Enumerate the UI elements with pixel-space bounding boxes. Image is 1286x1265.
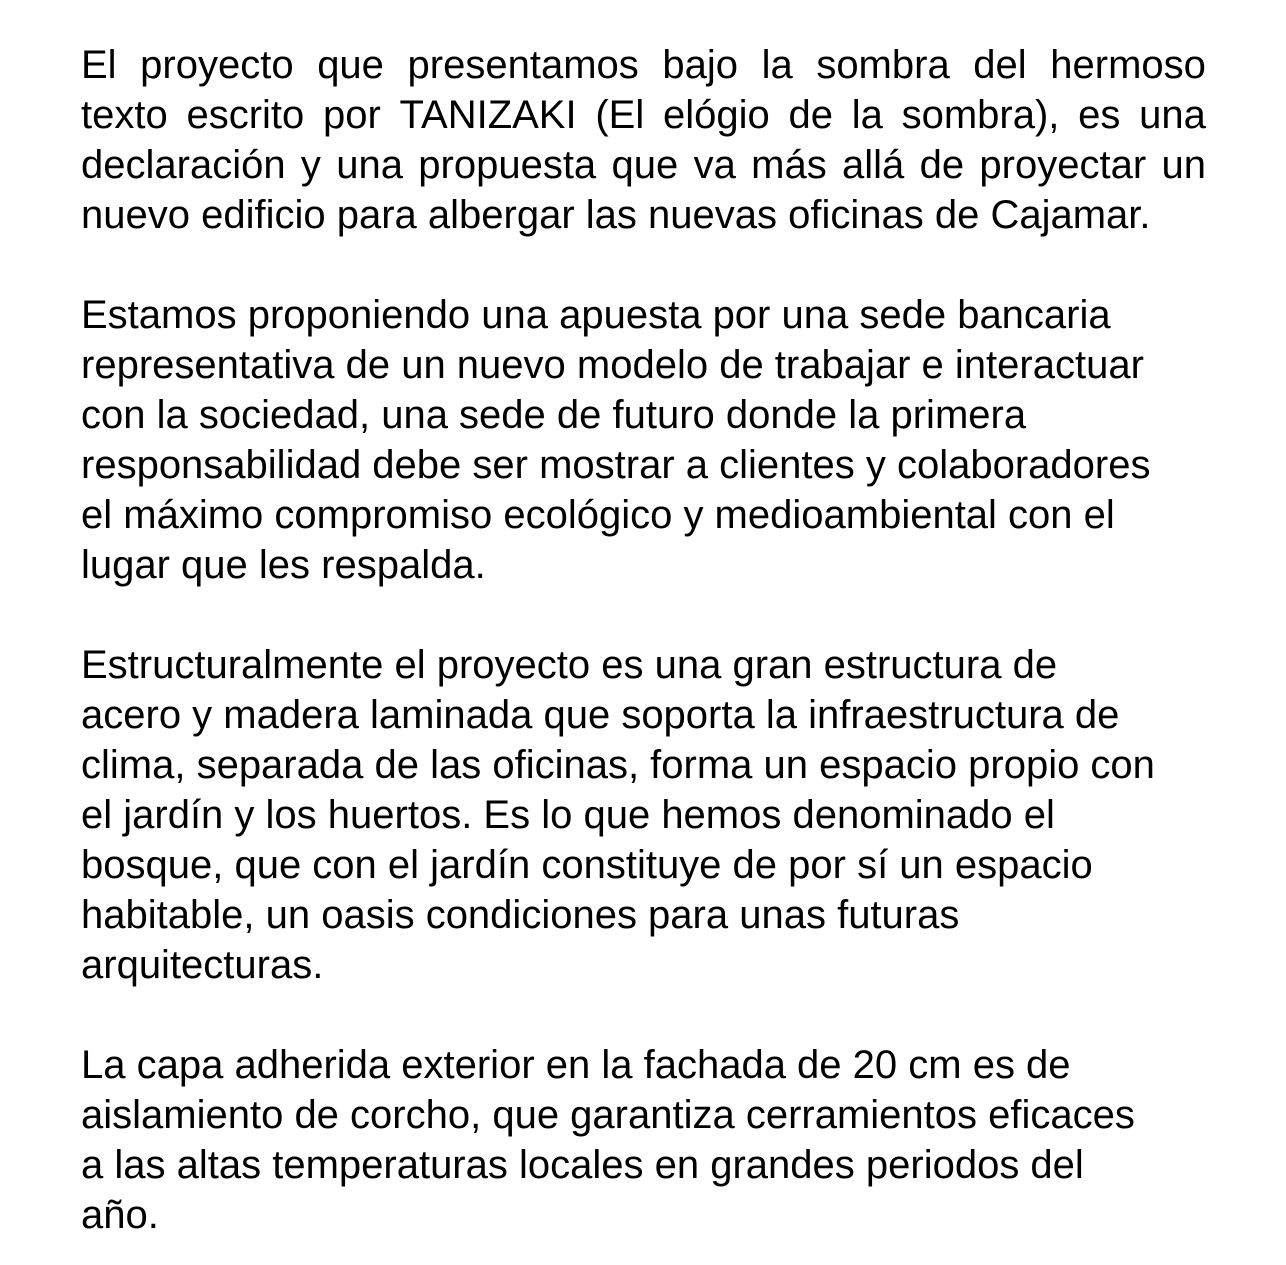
paragraph-4-line-1: La capa adherida exterior en la fachada de 20 cm es de xyxy=(81,1043,1071,1087)
paragraph-1-line-1 xyxy=(81,40,1206,90)
word: que xyxy=(317,43,384,87)
paragraph-3-line-2: acero y madera laminada que soporta la infraestructura de xyxy=(81,693,1120,737)
word: declaración xyxy=(81,143,286,187)
paragraph-2-line-4: responsabilidad debe ser mostrar a clientes y colaboradores xyxy=(81,443,1151,487)
word: sombra), xyxy=(901,93,1060,137)
word: TANIZAKI xyxy=(399,93,577,137)
word: propuesta xyxy=(418,143,597,187)
word: proyectar xyxy=(979,143,1147,187)
paragraph-3-line-4: el jardín y los huertos. Es lo que hemos denominado el xyxy=(81,793,1055,837)
word: una xyxy=(336,143,403,187)
word: de xyxy=(919,143,965,187)
word: por xyxy=(323,93,381,137)
paragraph-4-line-4: año. xyxy=(81,1193,159,1237)
word: es xyxy=(1078,93,1121,137)
paragraph-1 xyxy=(81,40,1206,240)
paragraph-3-line-3: clima, separada de las oficinas, forma un espacio propio con xyxy=(81,743,1155,787)
word: la xyxy=(851,93,883,137)
word: que xyxy=(611,143,679,187)
word: la xyxy=(761,43,793,87)
paragraph-3-line-7: arquitecturas. xyxy=(81,943,324,987)
paragraph-2-line-6: lugar que les respalda. xyxy=(81,543,486,587)
paragraph-4 xyxy=(81,1040,1206,1240)
paragraph-2-line-1: Estamos proponiendo una apuesta por una sede bancaria xyxy=(81,293,1111,337)
paragraph-2-line-3: con la sociedad, una sede de futuro donde la primera xyxy=(81,393,1027,437)
paragraph-1-line-2 xyxy=(81,90,1206,140)
word: bajo xyxy=(662,43,738,87)
word: un xyxy=(1161,143,1206,187)
document-body xyxy=(81,40,1206,1240)
paragraph-1-line-3 xyxy=(81,140,1206,190)
word: va xyxy=(693,143,736,187)
word: El xyxy=(81,43,117,87)
word: presentamos xyxy=(407,43,639,87)
word: una xyxy=(1139,93,1206,137)
word: elógio xyxy=(662,93,770,137)
word: de xyxy=(788,93,833,137)
word: texto xyxy=(81,93,168,137)
word: proyecto xyxy=(140,43,294,87)
word: sombra xyxy=(816,43,950,87)
paragraph-2 xyxy=(81,290,1206,590)
paragraph-3 xyxy=(81,640,1206,990)
word: del xyxy=(973,43,1027,87)
word: hermoso xyxy=(1050,43,1206,87)
paragraph-4-line-3: a las altas temperaturas locales en grandes periodos del xyxy=(81,1143,1084,1187)
paragraph-2-line-2: representativa de un nuevo modelo de trabajar e interactuar xyxy=(81,343,1144,387)
word: escrito xyxy=(186,93,305,137)
paragraph-3-line-1: Estructuralmente el proyecto es una gran estructura de xyxy=(81,643,1058,687)
paragraph-4-line-2: aislamiento de corcho, que garantiza cerramientos eficaces xyxy=(81,1093,1135,1137)
word: allá xyxy=(842,143,905,187)
paragraph-1-line-4: nuevo edificio para albergar las nuevas oficinas de Cajamar. xyxy=(81,193,1151,237)
word: (El xyxy=(595,93,645,137)
word: más xyxy=(751,143,827,187)
paragraph-3-line-5: bosque, que con el jardín constituye de por sí un espacio xyxy=(81,843,1093,887)
paragraph-2-line-5: el máximo compromiso ecológico y medioambiental con el xyxy=(81,493,1115,537)
word: y xyxy=(300,143,321,187)
paragraph-3-line-6: habitable, un oasis condiciones para unas futuras xyxy=(81,893,960,937)
